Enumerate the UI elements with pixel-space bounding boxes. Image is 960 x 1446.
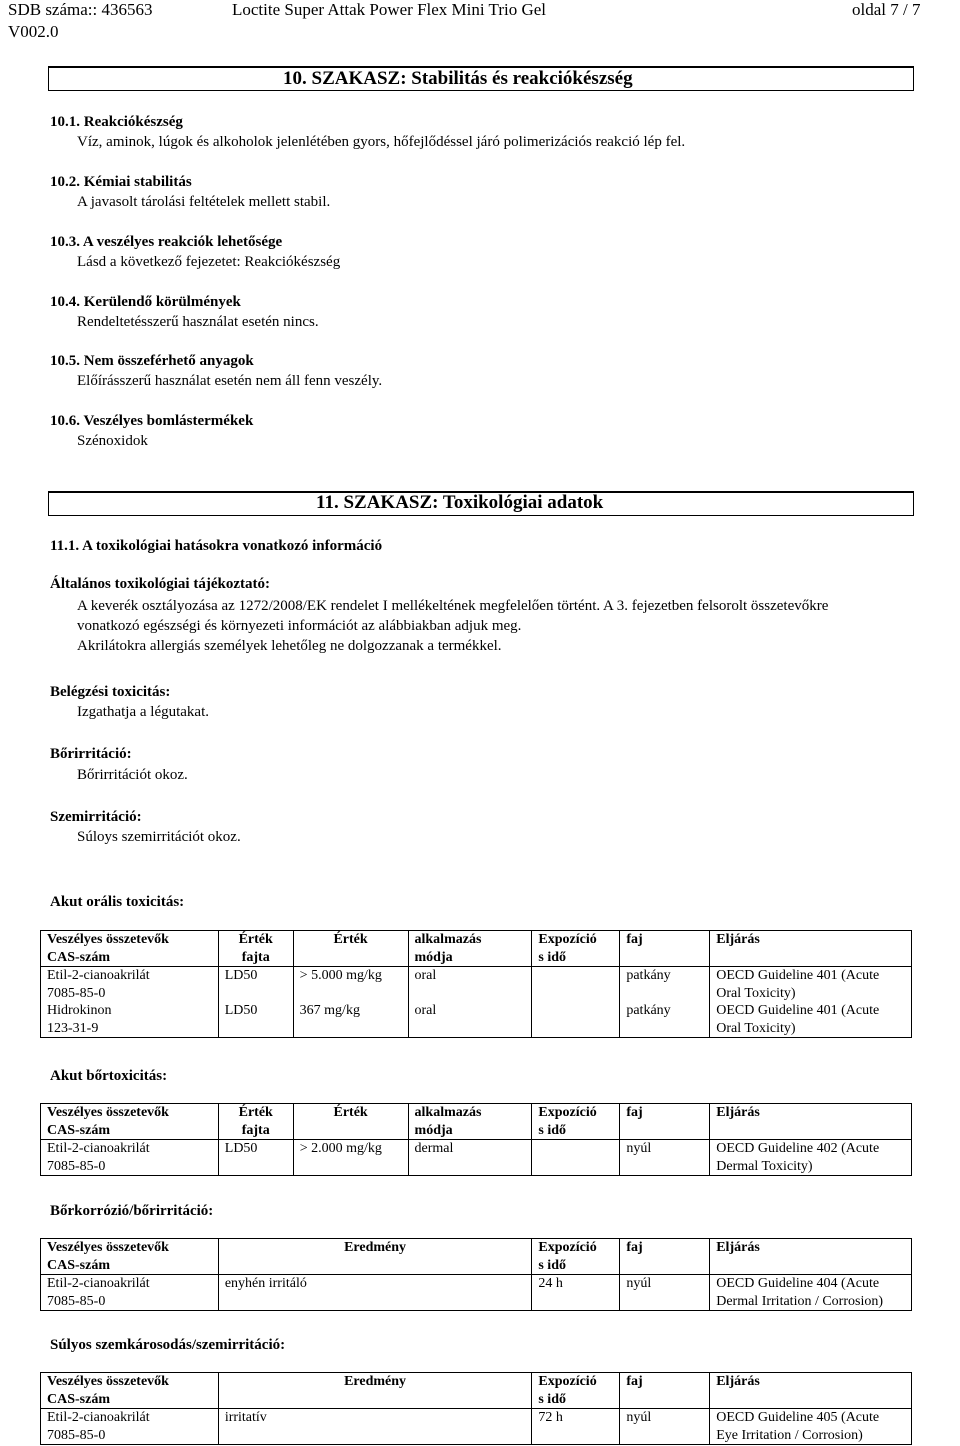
species: nyúl [626,1141,652,1156]
s10-2-heading: 10.2. Kémiai stabilitás [50,174,192,190]
col-route: alkalmazás [414,932,482,947]
species: patkány [626,968,671,983]
table-row [41,1409,912,1445]
col-exposure-2: s idő [538,949,567,965]
s10-1-text: Víz, aminok, lúgok és alkoholok jelenlétében gyors, hőfejlődéssel járó polimerizációs reakció lép fel. [77,134,686,150]
species: nyúl [626,1276,652,1291]
table-header-row [41,1373,912,1409]
table-row [41,1275,912,1311]
dermal-table [40,1103,912,1176]
col-component: Veszélyes összetevők [47,1374,169,1389]
method: OECD Guideline 402 (Acute [716,1141,880,1156]
method-2: Oral Toxicity) [716,985,796,1001]
inhalation-text: Izgathatja a légutakat. [77,704,210,720]
col-result: Eredmény [344,1240,407,1255]
col-value-type-2: fajta [241,949,270,965]
method: OECD Guideline 404 (Acute [716,1276,880,1291]
method: OECD Guideline 405 (Acute [716,1410,880,1425]
value: > 2.000 mg/kg [299,1141,382,1156]
s10-3-heading: 10.3. A veszélyes reakciók lehetősége [50,234,283,250]
skin-irritation-heading: Bőrirritáció: [50,746,132,762]
component-name: Hidrokinon [47,1003,112,1018]
dermal-heading: Akut bőrtoxicitás: [50,1068,168,1084]
s10-4-text: Rendeltetésszerű használat esetén nincs. [77,314,319,330]
cas-number: 7085-85-0 [47,1427,106,1443]
table-header-row [41,1239,912,1275]
col-component: Veszélyes összetevők [47,932,169,947]
cas-number: 123-31-9 [47,1020,99,1036]
col-value: Érték [333,932,368,947]
cas-number: 7085-85-0 [47,1293,106,1309]
section-10-title: 10. SZAKASZ: Stabilitás és reakciókészség [283,68,633,89]
corrosion-table [40,1238,912,1311]
col-component: Veszélyes összetevők [47,1240,169,1255]
s10-4-heading: 10.4. Kerülendő körülmények [50,294,241,310]
eye-irritation-text: Súloys szemirritációt okoz. [77,829,241,845]
component-name: Etil-2-cianoakrilát [47,968,150,983]
col-result: Eredmény [344,1374,407,1389]
method: OECD Guideline 401 (Acute [716,1003,880,1018]
oral-heading: Akut orális toxicitás: [50,894,185,910]
component-name: Etil-2-cianoakrilát [47,1276,150,1291]
col-exposure-2: s idő [538,1257,566,1273]
eye-damage-heading: Súlyos szemkárosodás/szemirritáció: [50,1337,286,1353]
method-2: Dermal Toxicity) [716,1158,813,1174]
table-row [41,1002,912,1038]
col-species: faj [626,932,643,947]
page-number: oldal 7 / 7 [852,0,921,19]
exposure: 24 h [538,1276,563,1291]
species: patkány [626,1003,671,1018]
value: > 5.000 mg/kg [299,968,382,983]
eye-irritation-heading: Szemirritáció: [50,809,142,825]
col-exposure-2: s idő [538,1391,566,1407]
route: dermal [414,1141,454,1156]
col-value-type: Érték [238,1105,273,1120]
result: enyhén irritáló [224,1276,307,1291]
component-name: Etil-2-cianoakrilát [47,1141,150,1156]
component-name: Etil-2-cianoakrilát [47,1410,150,1425]
general-line-3: Akrilátokra allergiás személyek lehetőleg ne dolgozzanak a termékkel. [77,638,502,654]
route: oral [414,968,437,983]
value: 367 mg/kg [299,1003,360,1018]
col-species: faj [626,1240,643,1255]
method-2: Oral Toxicity) [716,1020,796,1036]
col-value-type: Érték [238,932,273,947]
exposure: 72 h [538,1410,563,1425]
product-name: Loctite Super Attak Power Flex Mini Trio Gel [232,0,547,19]
col-route-2: módja [414,1122,453,1138]
col-species: faj [626,1105,643,1120]
method-2: Dermal Irritation / Corrosion) [716,1293,884,1309]
s11-1-heading: 11.1. A toxikológiai hatásokra vonatkozó információ [50,538,383,554]
value-type: LD50 [224,1141,258,1156]
s10-2-text: A javasolt tárolási feltételek mellett stabil. [77,194,331,210]
s10-1-heading: 10.1. Reakciókészség [50,114,183,130]
col-value-type-2: fajta [241,1122,270,1138]
col-species: faj [626,1374,643,1389]
table-header-row [41,1104,912,1140]
col-exposure: Expozíció [538,1105,597,1120]
col-exposure: Expozíció [538,1374,597,1389]
col-route-2: módja [414,949,453,965]
table-row [41,1140,912,1176]
method-2: Eye Irritation / Corrosion) [716,1427,863,1443]
corrosion-heading: Bőrkorrózió/bőrirritáció: [50,1203,214,1219]
sdb-number: SDB száma:: 436563 [8,0,153,19]
col-method: Eljárás [716,932,760,947]
col-component: Veszélyes összetevők [47,1105,169,1120]
route: oral [414,1003,437,1018]
s10-5-text: Előírásszerű használat esetén nem áll fenn veszély. [77,373,383,389]
eye-damage-table [40,1372,912,1445]
oral-table [40,930,912,1038]
section-11-title: 11. SZAKASZ: Toxikológiai adatok [316,492,604,513]
version: V002.0 [8,22,59,41]
col-cas: CAS-szám [47,1391,110,1407]
value-type: LD50 [224,968,258,983]
col-cas: CAS-szám [47,1122,110,1138]
inhalation-heading: Belégzési toxicitás: [50,684,171,700]
table-row [41,967,912,1003]
general-heading: Általános toxikológiai tájékoztató: [50,576,270,592]
skin-irritation-text: Bőrirritációt okoz. [77,767,188,783]
col-cas: CAS-szám [47,949,110,965]
s10-6-heading: 10.6. Veszélyes bomlástermékek [50,413,254,429]
col-method: Eljárás [716,1105,760,1120]
s10-6-text: Szénoxidok [77,433,148,449]
cas-number: 7085-85-0 [47,1158,106,1174]
result: irritatív [224,1410,267,1425]
col-value: Érték [333,1105,368,1120]
cas-number: 7085-85-0 [47,985,106,1001]
col-method: Eljárás [716,1240,760,1255]
col-exposure: Expozíció [538,1240,597,1255]
col-exposure: Expozíció [538,932,597,947]
general-line-1: A keverék osztályozása az 1272/2008/EK rendelet I mellékeltének megfelelően történt. A 3. fejezetben felsorolt összetevőkre [77,598,829,614]
col-cas: CAS-szám [47,1257,110,1273]
col-route: alkalmazás [414,1105,482,1120]
method: OECD Guideline 401 (Acute [716,968,880,983]
s10-3-text: Lásd a következő fejezetet: Reakciókészség [77,254,341,270]
general-line-2: vonatkozó egészségi és környezeti információt az alábbiakban adjuk meg. [77,618,522,634]
species: nyúl [626,1410,652,1425]
table-header-row [41,931,912,967]
value-type: LD50 [224,1003,258,1018]
s10-5-heading: 10.5. Nem összeférhető anyagok [50,353,254,369]
col-exposure-2: s idő [538,1122,567,1138]
col-method: Eljárás [716,1374,760,1389]
